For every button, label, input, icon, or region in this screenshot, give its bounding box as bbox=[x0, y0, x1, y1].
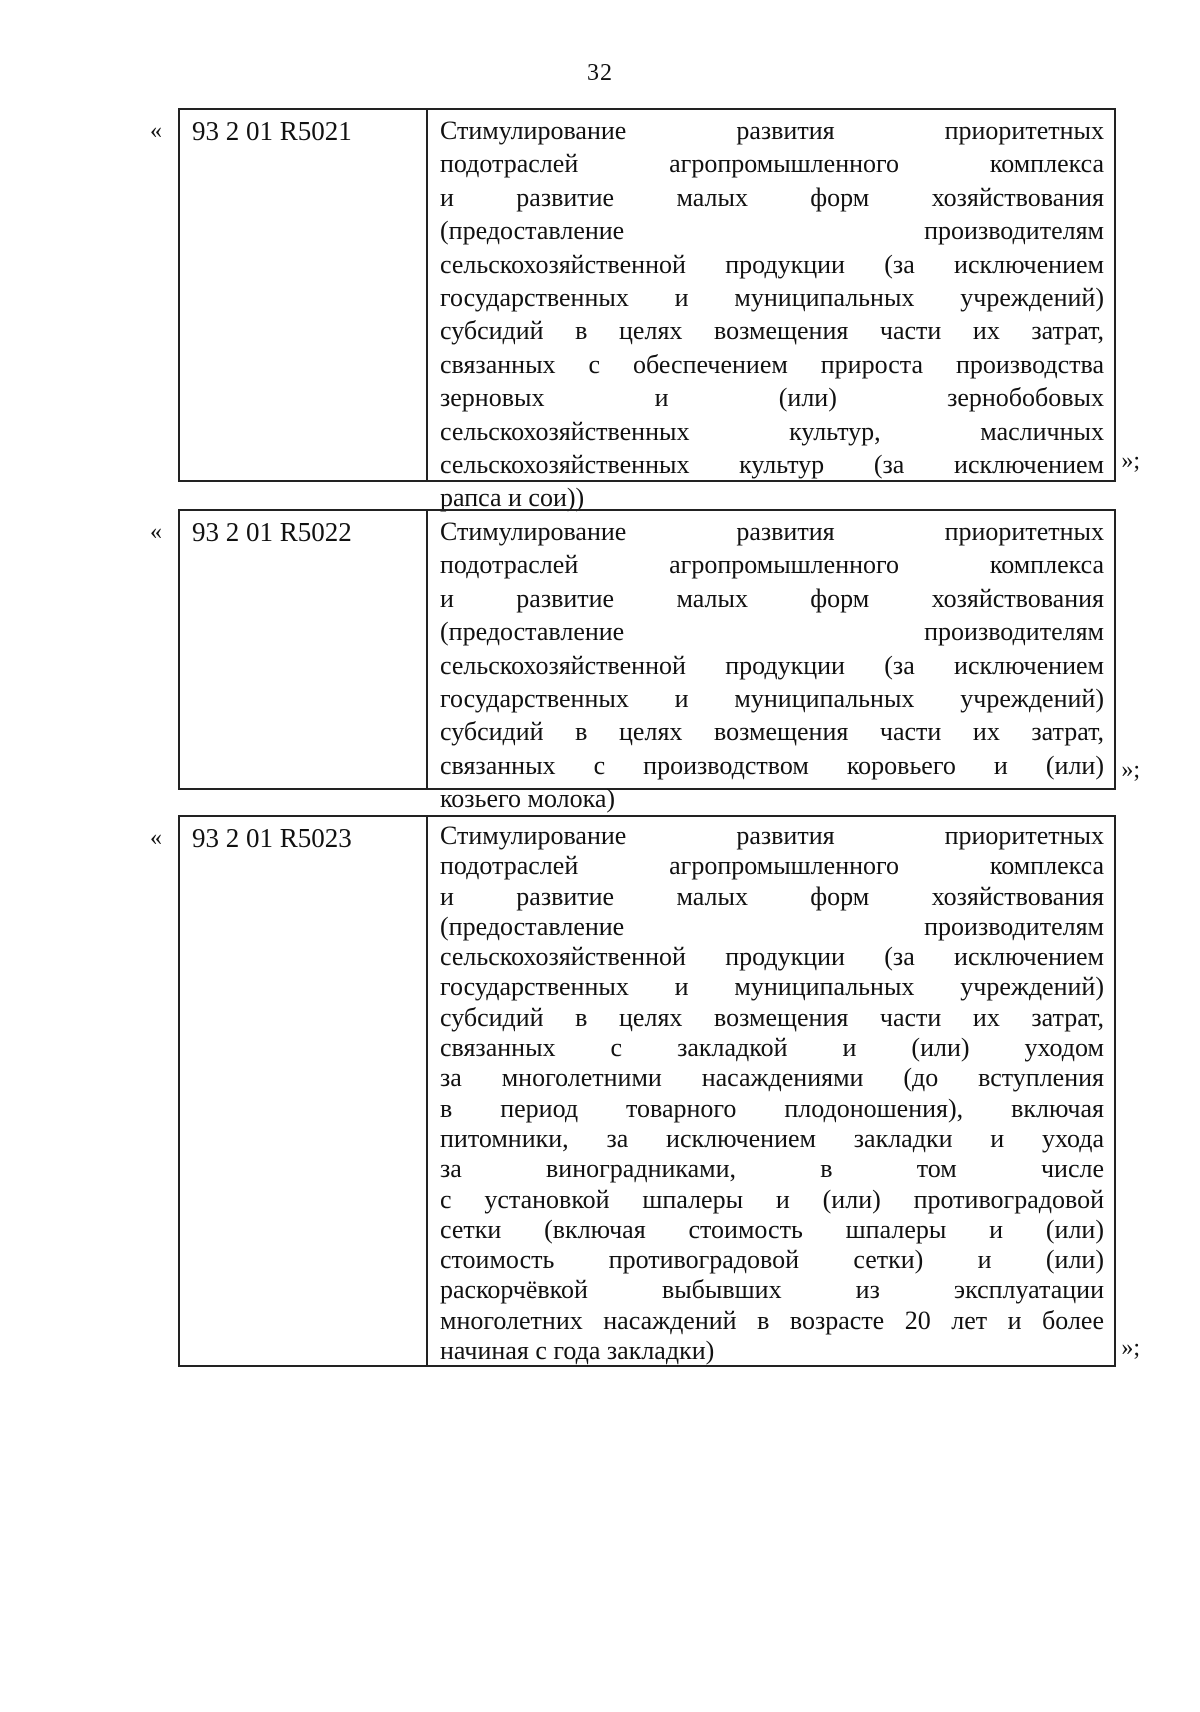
description-line: и развитие малых форм хозяйствования bbox=[440, 583, 1104, 613]
description-line: сельскохозяйственных культур, масличных bbox=[440, 416, 1104, 446]
description-cell bbox=[426, 108, 1116, 513]
description-line: сельскохозяйственной продукции (за исключением bbox=[440, 249, 1104, 279]
description-line: (предоставление производителям bbox=[440, 216, 1104, 246]
description-line: связанных с обеспечением прироста производства bbox=[440, 349, 1104, 379]
description-line: субсидий в целях возмещения части их затрат, bbox=[440, 1002, 1104, 1032]
budget-code: 93 2 01 R5023 bbox=[192, 823, 352, 853]
description-line: сельскохозяйственной продукции (за исключением bbox=[440, 650, 1104, 680]
description-line: питомники, за исключением закладки и ухода bbox=[440, 1123, 1104, 1153]
description-line: Стимулирование развития приоритетных bbox=[440, 517, 1104, 546]
opening-quote: « bbox=[150, 825, 162, 851]
description-line: подотраслей агропромышленного комплекса bbox=[440, 550, 1104, 580]
description-cell bbox=[426, 815, 1116, 1367]
description-line: зерновых и (или) зернобобовых bbox=[440, 383, 1104, 413]
description-line: за многолетними насаждениями (до вступления bbox=[440, 1063, 1104, 1093]
description-line: сельскохозяйственной продукции (за исключением bbox=[440, 942, 1104, 972]
description-line: подотраслей агропромышленного комплекса bbox=[440, 149, 1104, 179]
page-number: 32 bbox=[587, 60, 613, 86]
description-line: государственных и муниципальных учреждений) bbox=[440, 972, 1104, 1002]
description-line: козьего молока) bbox=[440, 784, 616, 814]
budget-code-entry bbox=[150, 815, 1140, 1367]
description-line: и развитие малых форм хозяйствования bbox=[440, 182, 1104, 212]
description-line: (предоставление производителям bbox=[440, 617, 1104, 647]
description-line: в период товарного плодоношения), включая bbox=[440, 1093, 1104, 1123]
description-line: многолетних насаждений в возрасте 20 лет и более bbox=[440, 1305, 1104, 1335]
description-line: субсидий в целях возмещения части их затрат, bbox=[440, 717, 1104, 747]
description-line: связанных с закладкой и (или) уходом bbox=[440, 1033, 1104, 1063]
budget-code-entry bbox=[150, 108, 1140, 513]
budget-code: 93 2 01 R5021 bbox=[192, 116, 352, 146]
description-line: с установкой шпалеры и (или) противоградовой bbox=[440, 1184, 1104, 1214]
description-line: за виноградниками, в том числе bbox=[440, 1154, 1104, 1184]
budget-code-entry bbox=[150, 509, 1140, 814]
description-line: (предоставление производителям bbox=[440, 911, 1104, 941]
code-cell bbox=[178, 509, 426, 790]
description-line: Стимулирование развития приоритетных bbox=[440, 821, 1104, 850]
description-line: сетки (включая стоимость шпалеры и (или) bbox=[440, 1214, 1104, 1244]
description-line: раскорчёвкой выбывших из эксплуатации bbox=[440, 1275, 1104, 1305]
description-line: государственных и муниципальных учреждений) bbox=[440, 283, 1104, 313]
description-line: связанных с производством коровьего и (или) bbox=[440, 750, 1104, 780]
opening-quote: « bbox=[150, 118, 162, 144]
budget-code: 93 2 01 R5022 bbox=[192, 517, 352, 547]
code-cell bbox=[178, 108, 426, 482]
closing-quote: »; bbox=[1121, 448, 1140, 474]
description-line: Стимулирование развития приоритетных bbox=[440, 116, 1104, 145]
closing-quote: »; bbox=[1121, 757, 1140, 783]
description-line: сельскохозяйственных культур (за исключением bbox=[440, 450, 1104, 480]
description-line: рапса и сои)) bbox=[440, 483, 585, 513]
description-line: стоимость противоградовой сетки) и (или) bbox=[440, 1245, 1104, 1275]
description-line: и развитие малых форм хозяйствования bbox=[440, 881, 1104, 911]
description-cell bbox=[426, 509, 1116, 814]
closing-quote: »; bbox=[1121, 1335, 1140, 1361]
description-line: государственных и муниципальных учреждений) bbox=[440, 684, 1104, 714]
opening-quote: « bbox=[150, 519, 162, 545]
code-cell bbox=[178, 815, 426, 1367]
description-line: начиная с года закладки) bbox=[440, 1336, 715, 1366]
description-line: субсидий в целях возмещения части их затрат, bbox=[440, 316, 1104, 346]
description-line: подотраслей агропромышленного комплекса bbox=[440, 851, 1104, 881]
